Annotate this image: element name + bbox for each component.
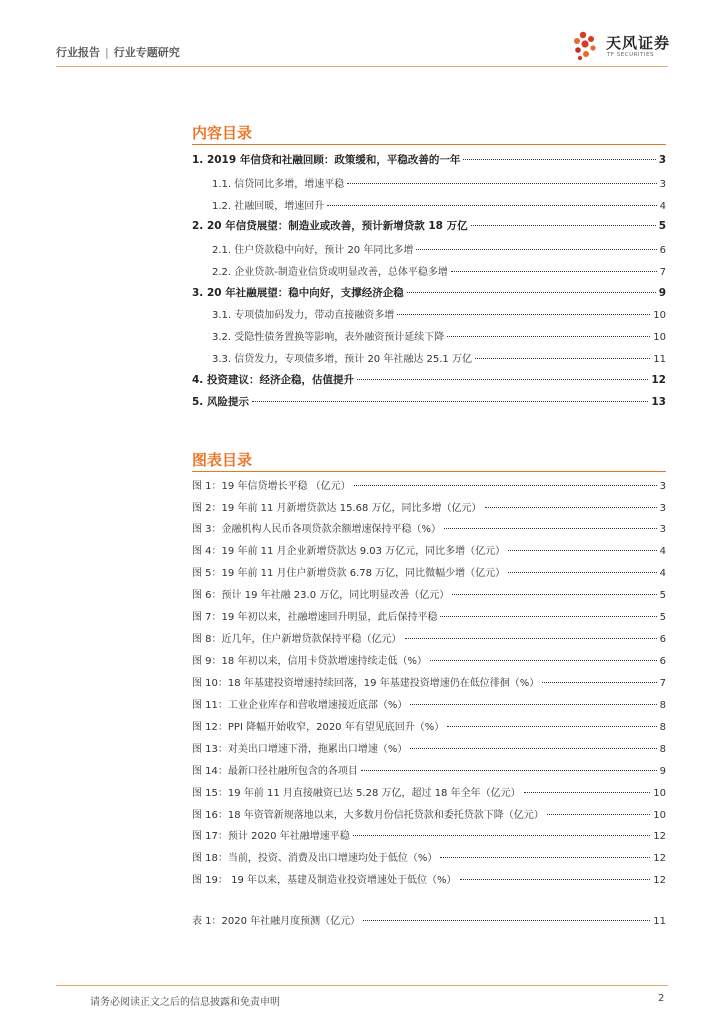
toc-entry-text: 2.1. 住户贷款稳中向好，预计 20 年同比多增 (212, 245, 414, 256)
header-divider (56, 66, 668, 67)
figure-entry-page: 8 (659, 700, 666, 711)
page-number: 2 (658, 993, 665, 1004)
dot-leader (451, 271, 657, 272)
dot-leader (410, 704, 656, 705)
toc-entry-page: 10 (653, 332, 666, 343)
page-header (0, 0, 724, 72)
toc-entry[interactable] (192, 285, 666, 300)
dot-leader (440, 616, 656, 617)
figure-entry[interactable] (192, 762, 666, 777)
toc-title: 内容目录 (192, 124, 253, 142)
figure-entry-page: 12 (653, 831, 666, 842)
dot-leader (407, 292, 656, 293)
figure-entry-page: 4 (659, 568, 666, 579)
figure-entry-text: 图 14：最新口径社融所包含的各项目 (192, 766, 358, 777)
toc-entry-page: 9 (658, 287, 666, 299)
category-label: 行业报告 (56, 46, 100, 59)
dot-leader (410, 748, 656, 749)
figure-entry-text: 图 15：19 年前 11 月直接融资已达 5.28 万亿，超过 18 年全年（亿元） (192, 788, 521, 799)
figure-entry-text: 图 6：预计 19 年社融 23.0 万亿，同比明显改善（亿元） (192, 590, 450, 601)
table-entry-text: 表 1：2020 年社融月度预测（亿元） (192, 916, 361, 927)
figure-entry-page: 10 (653, 810, 666, 821)
figure-entry[interactable] (192, 871, 666, 886)
toc-entry-text: 3. 20 年社融展望：稳中向好，支撑经济企稳 (192, 287, 404, 299)
toc-entry-page: 10 (653, 310, 666, 321)
figure-entry-page: 3 (659, 481, 666, 492)
figure-entry-page: 3 (659, 524, 666, 535)
figure-entry-text: 图 10：18 年基建投资增速持续回落，19 年基建投资增速仍在低位徘徊（%） (192, 678, 540, 689)
figure-entry[interactable] (192, 586, 666, 601)
figure-entry-text: 图 2：19 年前 11 月新增贷款达 15.68 万亿，同比多增（亿元） (192, 503, 482, 514)
toc-title-rule (192, 144, 666, 145)
toc-entry-text: 3.2. 受隐性债务置换等影响，表外融资预计延续下降 (212, 332, 445, 343)
figure-entry-page: 6 (659, 634, 666, 645)
dot-leader (347, 183, 656, 184)
toc-subentry[interactable] (212, 263, 666, 278)
figure-entry-text: 图 19： 19 年以来，基建及制造业投资增速处于低位（%） (192, 875, 457, 886)
dot-leader (327, 205, 656, 206)
figure-entry-page: 9 (659, 766, 666, 777)
toc-entry[interactable] (192, 394, 666, 409)
toc-entry[interactable] (192, 152, 666, 167)
figure-entry[interactable] (192, 564, 666, 579)
figure-entry[interactable] (192, 718, 666, 733)
dot-leader (444, 528, 657, 529)
report-category (56, 44, 180, 60)
dot-leader (460, 879, 651, 880)
dot-leader (361, 770, 657, 771)
toc-entry-text: 4. 投资建议：经济企稳，估值提升 (192, 374, 354, 386)
figure-entry[interactable] (192, 849, 666, 864)
figure-entry[interactable] (192, 608, 666, 623)
figure-entry[interactable] (192, 652, 666, 667)
toc-entry-page: 4 (659, 201, 666, 212)
dot-leader (252, 401, 648, 402)
dot-leader (508, 572, 656, 573)
category-separator: | (105, 46, 109, 59)
footer-divider (56, 985, 668, 986)
toc-entry-text: 2.2. 企业贷款-制造业信贷或明显改善，总体平稳多增 (212, 267, 448, 278)
figure-entry-page: 3 (659, 503, 666, 514)
figure-entry-text: 图 17：预计 2020 年社融增速平稳 (192, 831, 350, 842)
dot-leader (357, 379, 648, 380)
figure-entry[interactable] (192, 784, 666, 799)
company-logo (570, 30, 682, 64)
figure-entry-page: 8 (659, 722, 666, 733)
toc-entry[interactable] (192, 372, 666, 387)
toc-entry-text: 3.3. 信贷发力，专项债多增，预计 20 年社融达 25.1 万亿 (212, 354, 472, 365)
figure-entry-page: 6 (659, 656, 666, 667)
dot-leader (430, 660, 657, 661)
toc-subentry[interactable] (212, 197, 666, 212)
toc-entry[interactable] (192, 218, 666, 233)
toc-entry-text: 3.1. 专项债加码发力，带动直接融资多增 (212, 310, 395, 321)
figure-entry-text: 图 4：19 年前 11 月企业新增贷款达 9.03 万亿元，同比多增（亿元） (192, 546, 506, 557)
dot-leader (416, 249, 656, 250)
figure-entry-text: 图 12：PPI 降幅开始收窄，2020 年有望见底回升（%） (192, 722, 445, 733)
figure-entry-text: 图 3：金融机构人民币各项贷款余额增速保持平稳（%） (192, 524, 442, 535)
toc-entry-text: 1. 2019 年信贷和社融回顾：政策缓和，平稳改善的一年 (192, 154, 461, 166)
figure-entry[interactable] (192, 630, 666, 645)
toc-subentry[interactable] (212, 175, 666, 190)
figure-entry[interactable] (192, 696, 666, 711)
subcategory-label: 行业专题研究 (113, 46, 180, 59)
dot-leader (353, 835, 651, 836)
dot-leader (354, 485, 657, 486)
dot-leader (447, 336, 650, 337)
toc-entry-page: 11 (653, 354, 666, 365)
logo-chinese-text: 天风证券 (606, 34, 671, 52)
toc-entry-page: 12 (651, 374, 666, 386)
figure-entry-page: 4 (659, 546, 666, 557)
dot-leader (471, 225, 656, 226)
logo-english-text: TF SECURITIES (607, 52, 654, 58)
figure-entry-page: 8 (659, 744, 666, 755)
toc-subentry[interactable] (212, 241, 666, 256)
figure-entry-page: 12 (653, 853, 666, 864)
toc-entry-text: 1.1. 信贷同比多增，增速平稳 (212, 179, 345, 190)
table-entry-page: 11 (653, 916, 666, 927)
figure-entry[interactable] (192, 477, 666, 492)
dot-leader (397, 314, 650, 315)
dot-leader (363, 920, 650, 921)
figure-entry[interactable] (192, 740, 666, 755)
toc-entry-page: 6 (659, 245, 666, 256)
footer-disclaimer: 请务必阅读正文之后的信息披露和免责申明 (90, 997, 280, 1008)
dot-leader (547, 814, 650, 815)
figure-entry-page: 10 (653, 788, 666, 799)
dot-leader (447, 726, 656, 727)
figure-entry-text: 图 5：19 年前 11 月住户新增贷款 6.78 万亿，同比微幅少增（亿元） (192, 568, 506, 579)
table-entry[interactable] (192, 912, 666, 927)
dot-leader (508, 550, 656, 551)
figure-entry-text: 图 13：对美出口增速下滑，拖累出口增速（%） (192, 744, 408, 755)
figure-entry[interactable] (192, 499, 666, 514)
figure-entry[interactable] (192, 674, 666, 689)
dot-leader (542, 682, 656, 683)
dot-leader (440, 857, 650, 858)
figure-entry-text: 图 7：19 年初以来，社融增速回升明显，此后保持平稳 (192, 612, 438, 623)
figure-entry-text: 图 18：当前，投资、消费及出口增速均处于低位（%） (192, 853, 438, 864)
toc-entry-page: 13 (651, 396, 666, 408)
flower-logo-icon (570, 30, 600, 62)
toc-entry-page: 7 (659, 267, 666, 278)
figure-list-rule (192, 471, 666, 472)
figure-entry-text: 图 9：18 年初以来，信用卡贷款增速持续走低（%） (192, 656, 427, 667)
figure-entry-page: 5 (659, 612, 666, 623)
figure-entry[interactable] (192, 827, 666, 842)
figure-entry[interactable] (192, 806, 666, 821)
figure-entry-text: 图 1：19 年信贷增长平稳 （亿元） (192, 481, 351, 492)
figure-entry-page: 5 (659, 590, 666, 601)
dot-leader (405, 638, 657, 639)
figure-entry-text: 图 16：18 年资管新规落地以来，大多数月份信托贷款和委托贷款下降（亿元） (192, 810, 544, 821)
dot-leader (452, 594, 656, 595)
figure-entry[interactable] (192, 520, 666, 535)
dot-leader (485, 507, 657, 508)
figure-entry[interactable] (192, 542, 666, 557)
toc-subentry[interactable] (212, 328, 666, 343)
toc-entry-text: 1.2. 社融回暖，增速回升 (212, 201, 325, 212)
toc-subentry[interactable] (212, 350, 666, 365)
dot-leader (475, 358, 650, 359)
figure-entry-page: 12 (653, 875, 666, 886)
dot-leader (463, 159, 655, 160)
toc-subentry[interactable] (212, 306, 666, 321)
toc-entry-page: 3 (659, 179, 666, 190)
toc-entry-page: 5 (658, 220, 666, 232)
figure-list-title: 图表目录 (192, 451, 253, 469)
figure-entry-page: 7 (659, 678, 666, 689)
figure-entry-text: 图 11：工业企业库存和营收增速接近底部（%） (192, 700, 408, 711)
toc-entry-text: 2. 20 年信贷展望：制造业或改善，预计新增贷款 18 万亿 (192, 220, 468, 232)
toc-entry-text: 5. 风险提示 (192, 396, 249, 408)
toc-entry-page: 3 (658, 154, 666, 166)
figure-entry-text: 图 8：近几年，住户新增贷款保持平稳（亿元） (192, 634, 402, 645)
dot-leader (524, 792, 651, 793)
